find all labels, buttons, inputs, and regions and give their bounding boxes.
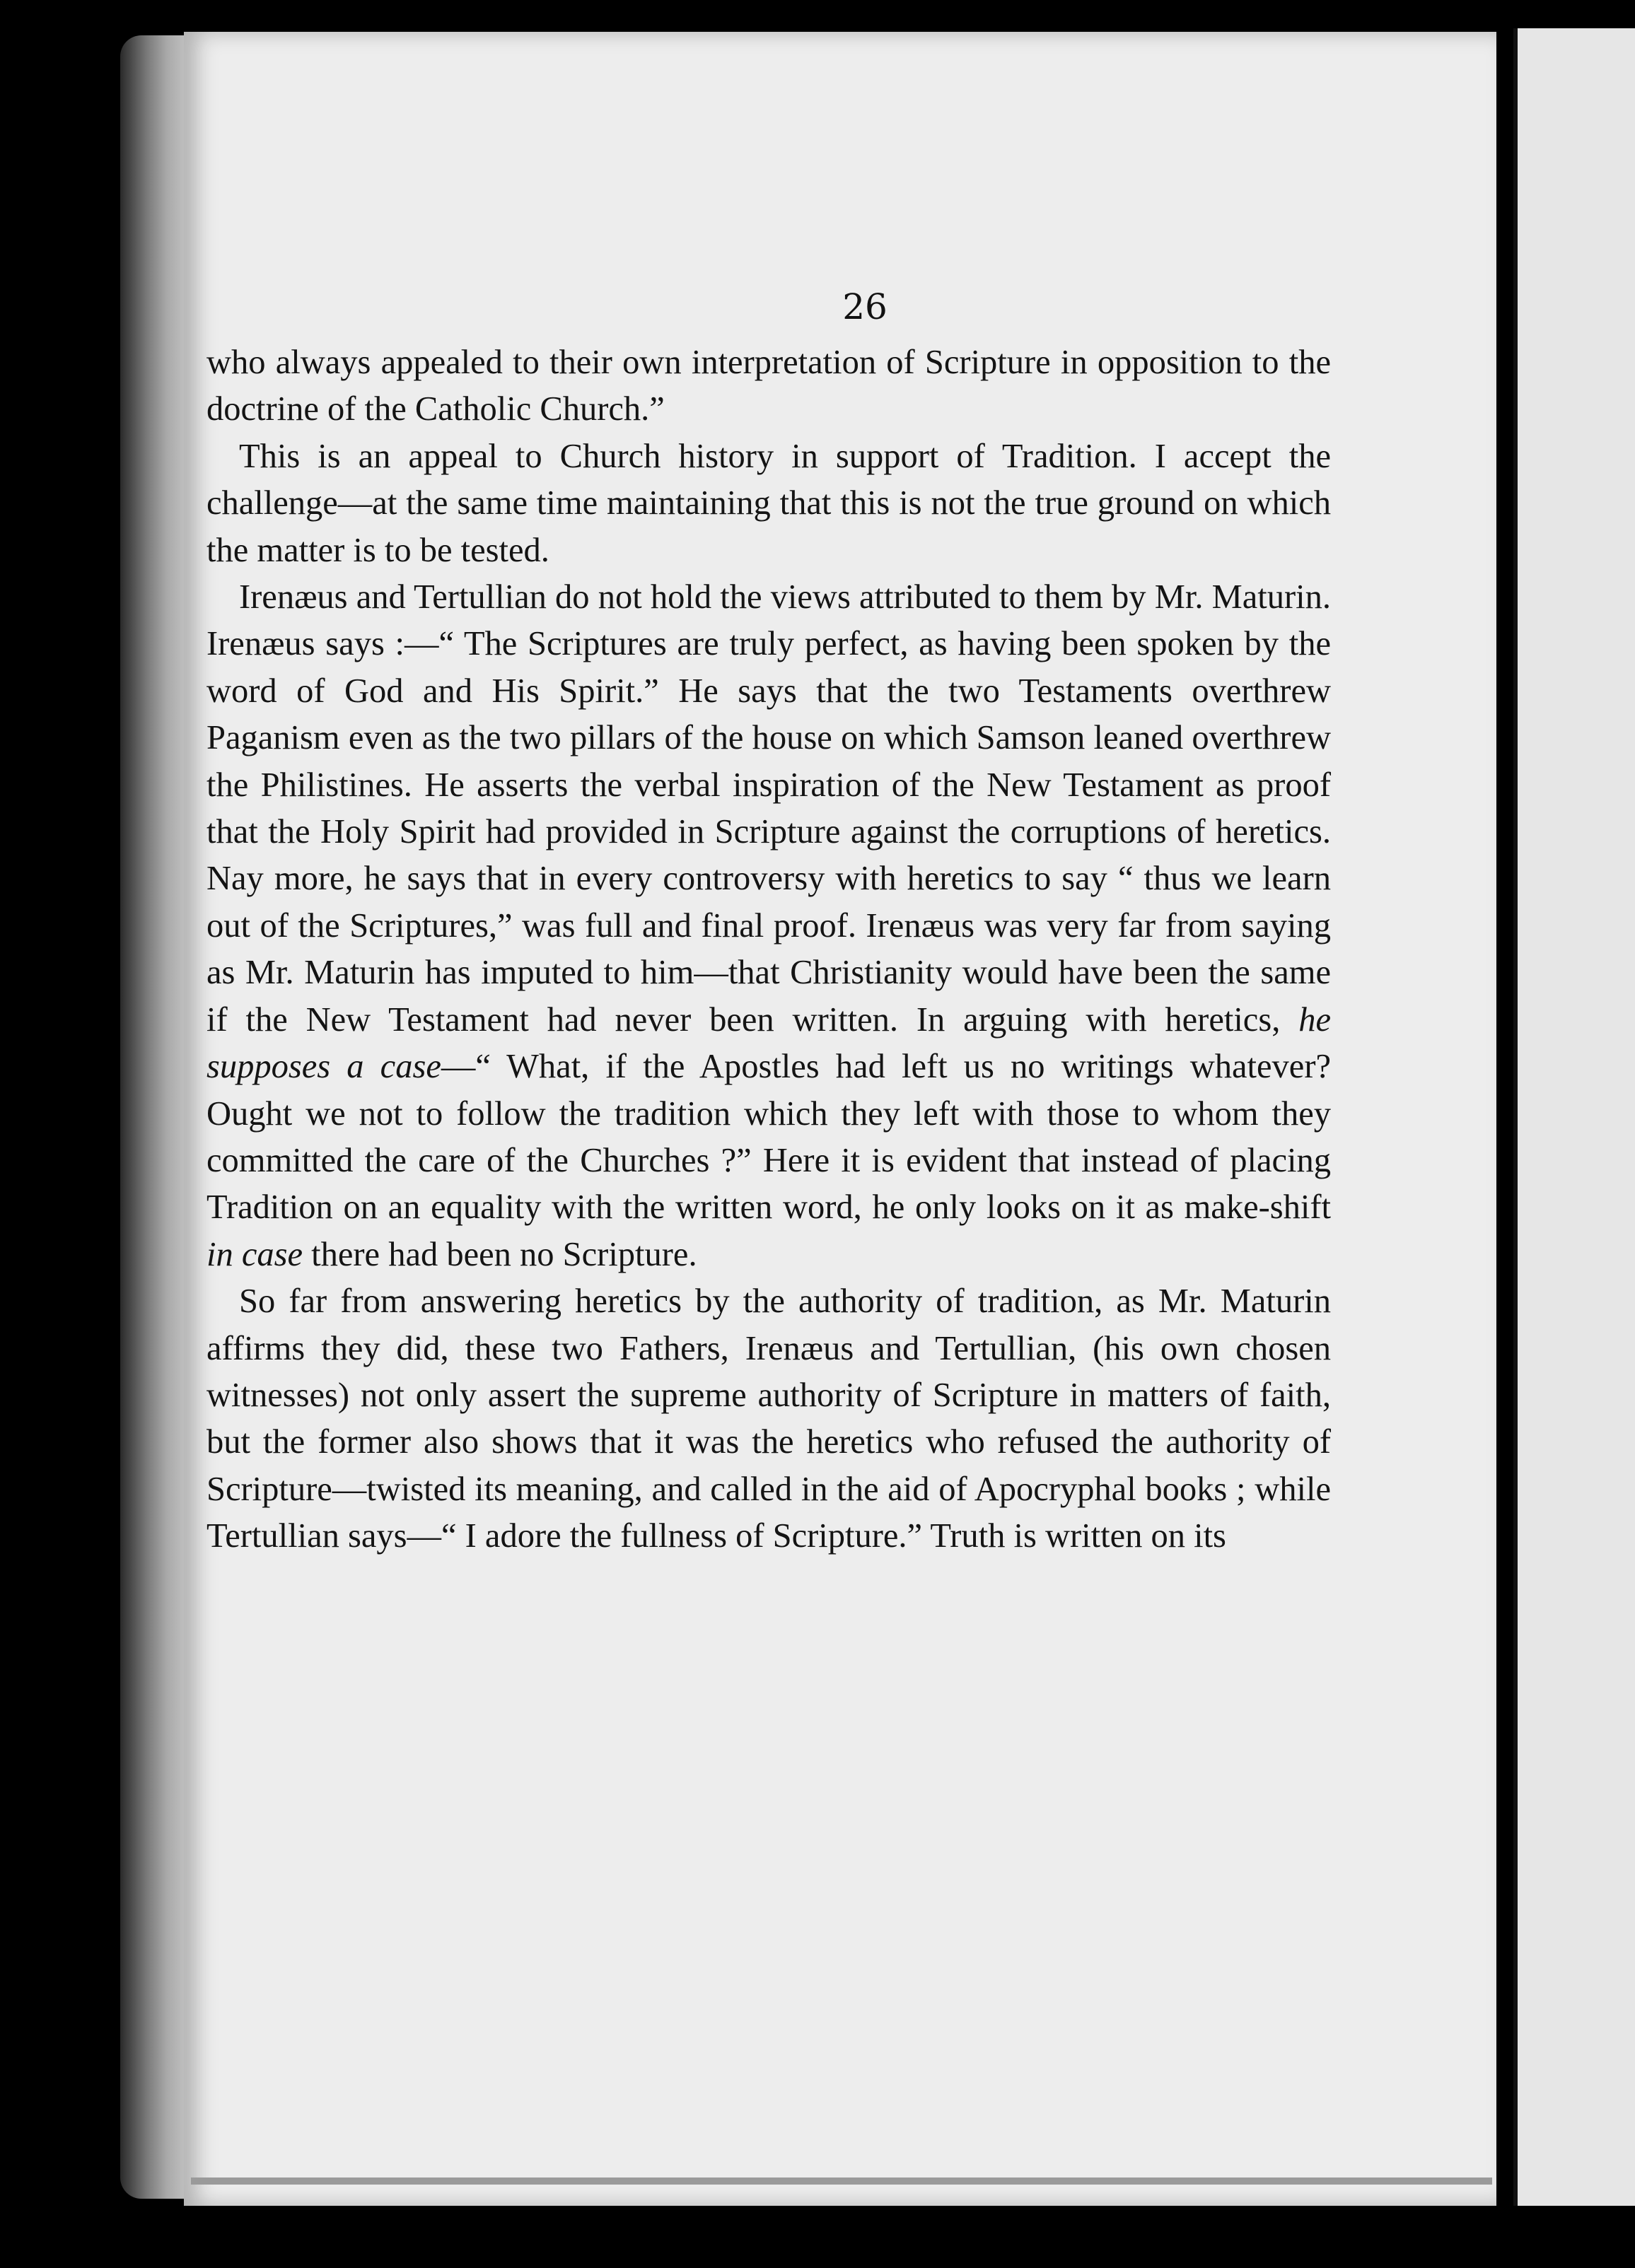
paragraph-3 [206, 574, 1331, 1278]
paragraph-1: who always appealed to their own interpretation of Scripture in opposition to the doctrine of the Catholic Church.” [206, 344, 1331, 428]
paragraph-4: So far from answering heretics by the authority of tradition, as Mr. Maturin affirms they did, these two Fathers, Irenæus and Tertullian, (his own chosen witnesses) not only assert the supreme authority of Scripture in matters of faith, but the former also shows that it was the heretics who refused the authority of Scripture—twisted its meaning, and called in the aid of Apocryphal books ; while Tertullian says—“ I adore the fullness of Scripture.” Truth is written on its [206, 1282, 1331, 1555]
italic-phrase-supposes-a-case: he supposes a case [206, 1000, 1331, 1086]
adjacent-page-edge [1513, 28, 1635, 2206]
page-number: 26 [842, 286, 888, 327]
paragraph-3-text: there had been no Scripture. [303, 1235, 697, 1273]
page-bottom-edge [191, 2178, 1492, 2185]
paragraph-3-text: —“ What, if the Apostles had left us no writings whatever? Ought we not to follow the tradition which they left with those to whom they committed the care of the Churches ?” Here it is evident that instead of placing Tradition on an equality with the written word, he only looks on it as make-shift [206, 1048, 1332, 1227]
italic-phrase-in-case: in case [206, 1235, 303, 1273]
paragraph-3-text: Irenæus and Tertullian do not hold the views attributed to them by Mr. Maturin. Irenæus says :—“ The Scriptures are truly perfect, as having been spoken by the word of God and His Spirit.” He says that the two Testaments overthrew Paganism even as the two pillars of the house on which Samson leaned overthrew the Philistines. He asserts the verbal inspiration of the New Testament as proof that the Holy Spirit had provided in Scripture against the corruptions of heretics. Nay more, he says that in every controversy with heretics to say “ thus we learn out of the Scriptures,” was full and final proof. Irenæus was very far from saying as Mr. Maturin has imputed to him—that Christianity would have been the same if the New Testament had never been written. In arguing with heretics, [206, 578, 1331, 1039]
body-text [206, 339, 1331, 1560]
paragraph-2: This is an appeal to Church history in support of Tradition. I accept the challenge—at the same time maintaining that this is not the true ground on which the matter is to be tested. [206, 437, 1331, 569]
